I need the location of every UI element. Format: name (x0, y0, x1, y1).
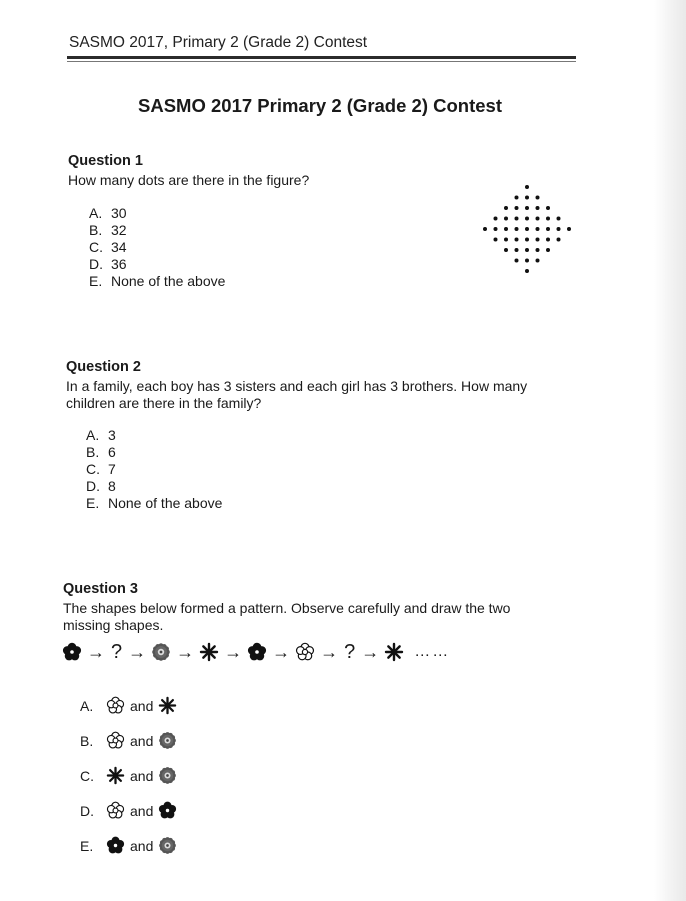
question-2-text-line-2: children are there in the family? (66, 395, 262, 411)
pattern-shape (199, 642, 219, 662)
dot-diamond-figure (470, 172, 585, 287)
outline-flower-icon (106, 801, 125, 820)
option-letter: E. (89, 273, 103, 289)
figure-dot (546, 248, 550, 252)
figure-dot (546, 206, 550, 210)
figure-dot (525, 248, 529, 252)
option-row (86, 495, 222, 512)
figure-dot (546, 217, 550, 221)
option-letter: B. (80, 732, 94, 749)
figure-dot (515, 196, 519, 200)
option-letter: D. (89, 256, 103, 272)
option-text: 34 (111, 239, 127, 255)
outline-flower-icon (106, 731, 125, 750)
option-letter: C. (80, 767, 94, 784)
option-row (89, 239, 225, 256)
figure-dot (525, 238, 529, 242)
option-row (86, 427, 222, 444)
figure-dot (525, 259, 529, 263)
solid-flower-icon (106, 836, 125, 855)
running-header: SASMO 2017, Primary 2 (Grade 2) Contest (69, 34, 368, 51)
arrow-icon: → (361, 641, 380, 662)
solid-flower-icon (62, 642, 82, 662)
question-2-text-line-1: In a family, each boy has 3 sisters and each girl has 3 brothers. How many (66, 378, 528, 394)
figure-dot (557, 227, 561, 231)
figure-dot (525, 217, 529, 221)
option-conjunction: and (130, 697, 154, 714)
question-1-heading: Question 1 (68, 153, 143, 169)
arrow-icon: → (128, 641, 147, 662)
asterisk-flower-icon (158, 696, 177, 715)
option-row (89, 222, 225, 239)
figure-dot (515, 227, 519, 231)
solid-flower-icon (247, 642, 267, 662)
option-text: 30 (111, 205, 127, 221)
option-row (80, 793, 177, 828)
figure-dot (483, 227, 487, 231)
figure-dot (536, 238, 540, 242)
option-text: None of the above (108, 495, 223, 511)
gear-flower-icon (158, 766, 177, 785)
pattern-shape (384, 642, 404, 662)
option-letter: E. (80, 837, 94, 854)
figure-dot (536, 259, 540, 263)
pattern-shape (62, 642, 82, 662)
header-rule-thin (67, 61, 576, 62)
option-conjunction: and (130, 732, 154, 749)
figure-dot (536, 196, 540, 200)
figure-dot (515, 206, 519, 210)
question-3-text-line-1: The shapes below formed a pattern. Observe carefully and draw the two (63, 600, 511, 616)
arrow-icon: → (320, 641, 339, 662)
pattern-ellipsis: …… (414, 643, 451, 660)
figure-dot (504, 206, 508, 210)
page-edge-shadow (654, 0, 686, 901)
option-row (86, 478, 222, 495)
option-conjunction: and (130, 837, 154, 854)
pattern-shape (151, 642, 171, 662)
figure-dot (536, 248, 540, 252)
figure-dot (515, 248, 519, 252)
figure-dot (536, 217, 540, 221)
option-row (80, 758, 177, 793)
option-letter: C. (89, 239, 103, 255)
figure-dot (504, 248, 508, 252)
header-rule (67, 56, 576, 59)
option-letter: A. (80, 697, 94, 714)
figure-dot (525, 196, 529, 200)
question-1-options (89, 205, 225, 290)
page-title: SASMO 2017 Primary 2 (Grade 2) Contest (138, 95, 502, 116)
figure-dot (494, 217, 498, 221)
option-letter: A. (89, 205, 103, 221)
asterisk-flower-icon (199, 642, 219, 662)
outline-flower-icon (106, 696, 125, 715)
option-text: 3 (108, 427, 116, 443)
option-conjunction: and (130, 802, 154, 819)
option-row (86, 461, 222, 478)
missing-shape-placeholder: ? (111, 640, 123, 663)
option-row (89, 205, 225, 222)
asterisk-flower-icon (106, 766, 125, 785)
option-letter: D. (86, 478, 100, 494)
solid-flower-icon (158, 801, 177, 820)
figure-dot (557, 217, 561, 221)
option-letter: D. (80, 802, 94, 819)
outline-flower-icon (295, 642, 315, 662)
option-row (86, 444, 222, 461)
figure-dot (494, 238, 498, 242)
figure-dot (494, 227, 498, 231)
option-text: 32 (111, 222, 127, 238)
arrow-icon: → (176, 641, 195, 662)
question-3-text-line-2: missing shapes. (63, 617, 164, 633)
option-letter: C. (86, 461, 100, 477)
gear-flower-icon (158, 836, 177, 855)
question-3-heading: Question 3 (63, 581, 138, 597)
pattern-shape (247, 642, 267, 662)
arrow-icon: → (224, 641, 243, 662)
arrow-icon: → (272, 641, 291, 662)
option-row (89, 273, 225, 290)
option-letter: B. (89, 222, 103, 238)
option-conjunction: and (130, 767, 154, 784)
figure-dot (504, 217, 508, 221)
figure-dot (525, 185, 529, 189)
question-3-options (80, 688, 177, 863)
figure-dot (536, 227, 540, 231)
option-letter: E. (86, 495, 100, 511)
option-row (80, 723, 177, 758)
question-2-heading: Question 2 (66, 359, 141, 375)
question-2-options (86, 427, 222, 512)
figure-dot (525, 269, 529, 273)
figure-dot (525, 206, 529, 210)
option-letter: A. (86, 427, 100, 443)
option-row (80, 828, 177, 863)
shape-pattern-sequence (62, 637, 450, 667)
figure-dot (515, 217, 519, 221)
option-text: 7 (108, 461, 116, 477)
option-text: 6 (108, 444, 116, 460)
option-row (89, 256, 225, 273)
figure-dot (536, 206, 540, 210)
figure-dot (567, 227, 571, 231)
figure-dot (504, 227, 508, 231)
figure-dot (515, 238, 519, 242)
figure-dot (504, 238, 508, 242)
pattern-shape (295, 642, 315, 662)
asterisk-flower-icon (384, 642, 404, 662)
option-text: 36 (111, 256, 127, 272)
arrow-icon: → (87, 641, 105, 662)
figure-dot (515, 259, 519, 263)
missing-shape-placeholder: ? (344, 640, 356, 663)
gear-flower-icon (151, 642, 171, 662)
option-letter: B. (86, 444, 100, 460)
figure-dot (525, 227, 529, 231)
option-row (80, 688, 177, 723)
gear-flower-icon (158, 731, 177, 750)
question-1-text: How many dots are there in the figure? (68, 172, 310, 188)
option-text: None of the above (111, 273, 226, 289)
figure-dot (557, 238, 561, 242)
option-text: 8 (108, 478, 116, 494)
figure-dot (546, 227, 550, 231)
figure-dot (546, 238, 550, 242)
